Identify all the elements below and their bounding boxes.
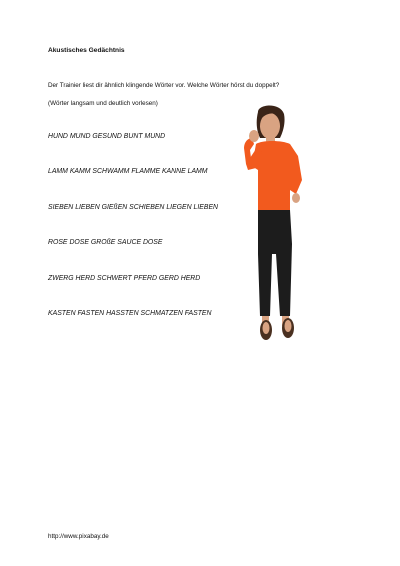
word-row-list [48,132,218,344]
page-title: Akustisches Gedächtnis [48,47,125,54]
source-url: http://www.pixabay.de [48,533,109,540]
trousers-shape [258,210,292,316]
word-row: ROSE DOSE GROßE SAUCE DOSE [48,239,163,247]
word-row: KASTEN FASTEN HASSTEN SCHMATZEN FASTEN [48,309,212,317]
word-row: SIEBEN LIEBEN GIEßEN SCHIEBEN LIEGEN LIEBEN [48,203,219,211]
woman-listening-photo [236,104,340,346]
word-row: LAMM KAMM SCHWAMM FLAMME KANNE LAMM [48,168,208,176]
word-row: ZWERG HERD SCHWERT PFERD GERD HERD [48,274,201,282]
face-shape [260,113,280,139]
instruction-text: Der Trainier liest dir ähnlich klingende Wörter vor. Welche Wörter hörst du doppelt? [48,82,280,89]
word-row: HUND MUND GESUND BUNT MUND [48,133,166,140]
reading-note: (Wörter langsam und deutlich vorlesen) [48,100,158,107]
